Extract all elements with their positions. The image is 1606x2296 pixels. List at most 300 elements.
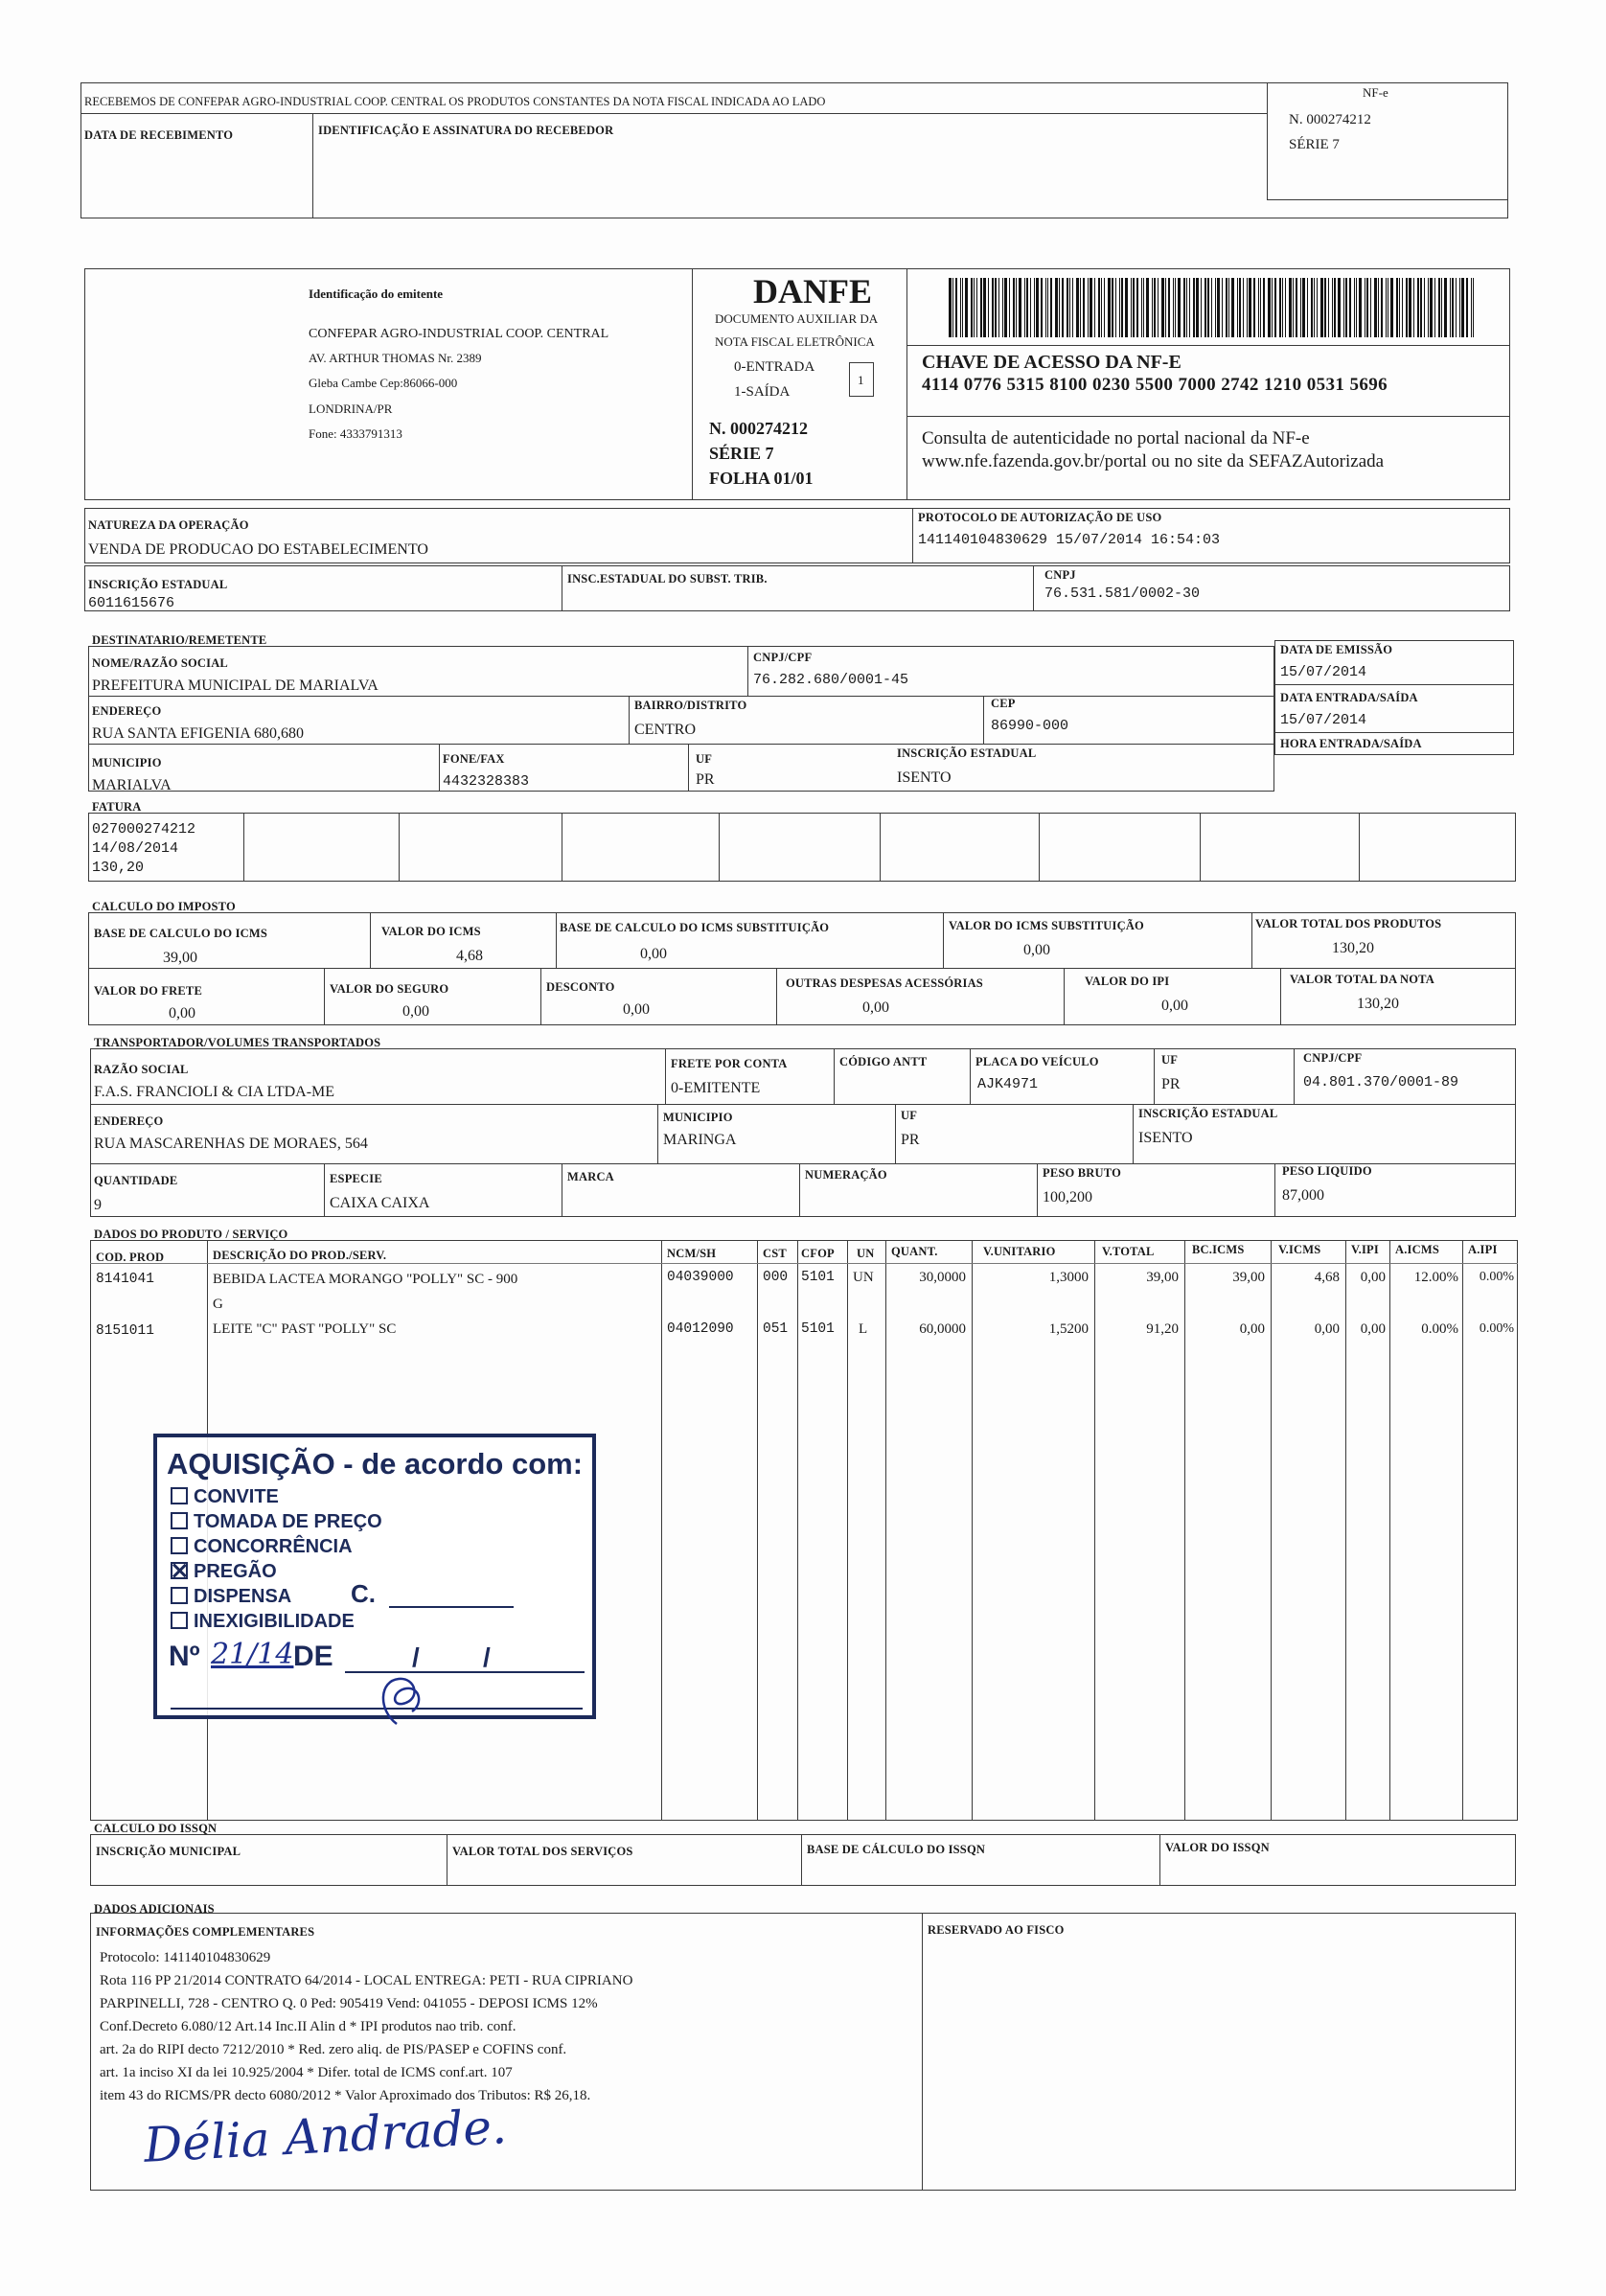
issqn-vs-label: VALOR TOTAL DOS SERVIÇOS bbox=[452, 1845, 633, 1858]
barcode-bar bbox=[952, 278, 953, 337]
stamp-title: AQUISIÇÃO - de acordo com: bbox=[167, 1447, 584, 1481]
prod-h-desc: DESCRIÇÃO DO PROD./SERV. bbox=[213, 1249, 387, 1262]
barcode-bar bbox=[1444, 278, 1447, 337]
barcode-bar bbox=[1152, 278, 1153, 337]
chave-value: 4114 0776 5315 8100 0230 5500 7000 2742 1210 0531 5696 bbox=[922, 375, 1388, 395]
barcode-bar bbox=[1438, 278, 1440, 337]
stamp-option-concorrencia: CONCORRÊNCIA bbox=[171, 1537, 353, 1556]
barcode-bar bbox=[1201, 278, 1202, 337]
transp-bruto: 100,200 bbox=[1043, 1189, 1092, 1205]
table-row-1-bcicms: 39,00 bbox=[1232, 1270, 1265, 1285]
stamp-rubric-icon bbox=[358, 1671, 445, 1729]
canhoto-recebemos: RECEBEMOS DE CONFEPAR AGRO-INDUSTRIAL COOP. CENTRAL OS PRODUTOS CONSTANTES DA NOTA FISCAL INDICADA AO LADO bbox=[84, 95, 826, 108]
barcode-bar bbox=[1059, 278, 1060, 337]
barcode-bar bbox=[1104, 278, 1105, 337]
transp-placa-label: PLACA DO VEÍCULO bbox=[975, 1055, 1099, 1068]
imposto-section: CALCULO DO IMPOSTO bbox=[92, 900, 236, 913]
stamp-checkbox-pregao-checked bbox=[171, 1562, 188, 1579]
barcode-bar bbox=[1452, 278, 1454, 337]
barcode-bar bbox=[1237, 278, 1238, 337]
produtos-section: DADOS DO PRODUTO / SERVIÇO bbox=[94, 1228, 288, 1241]
info-line-3: PARPINELLI, 728 - CENTRO Q. 0 Ped: 905419 Vend: 041055 - DEPOSI ICMS 12% bbox=[100, 1996, 598, 2011]
table-row-2-vtotal: 91,20 bbox=[1146, 1321, 1179, 1337]
barcode-bar bbox=[1349, 278, 1351, 337]
table-row-1-aipi: 0.00% bbox=[1479, 1270, 1514, 1284]
table-row-1-un: UN bbox=[853, 1270, 874, 1285]
dest-ie-label: INSCRIÇÃO ESTADUAL bbox=[897, 746, 1037, 760]
transp-liquido: 87,000 bbox=[1282, 1187, 1324, 1204]
danfe-numero: N. 000274212 bbox=[709, 419, 808, 438]
chave-consulta1: Consulta de autenticidade no portal nacional da NF-e bbox=[922, 428, 1310, 448]
stamp-checkbox-tomada bbox=[171, 1512, 188, 1529]
desconto: 0,00 bbox=[623, 1001, 650, 1018]
barcode-bar bbox=[1466, 278, 1468, 337]
dest-ie: ISENTO bbox=[897, 769, 952, 786]
barcode-bar bbox=[1013, 278, 1015, 337]
v-nota-label: VALOR TOTAL DA NOTA bbox=[1290, 973, 1434, 986]
barcode-bar bbox=[1317, 278, 1318, 337]
prod-h-vicms: V.ICMS bbox=[1278, 1243, 1321, 1256]
info-line-5: art. 2a do RIPI decto 7212/2010 * Red. zero aliq. de PIS/PASEP e COFINS conf. bbox=[100, 2042, 567, 2057]
barcode-bar bbox=[1189, 278, 1190, 337]
barcode-bar bbox=[1356, 278, 1357, 337]
identificacao-recebedor-label: IDENTIFICAÇÃO E ASSINATURA DO RECEBEDOR bbox=[318, 124, 614, 137]
barcode-bar bbox=[1268, 278, 1271, 337]
barcode-bar bbox=[1090, 278, 1092, 337]
info-label: INFORMAÇÕES COMPLEMENTARES bbox=[96, 1925, 315, 1939]
barcode-bar bbox=[1296, 278, 1297, 337]
dest-municipio-label: MUNICIPIO bbox=[92, 756, 162, 769]
danfe-title: DANFE bbox=[753, 272, 872, 310]
barcode-bar bbox=[1108, 278, 1111, 337]
cnpj-value: 76.531.581/0002-30 bbox=[1044, 585, 1201, 602]
barcode-bar bbox=[949, 278, 952, 337]
prod-h-aipi: A.IPI bbox=[1468, 1243, 1498, 1256]
table-row-2-vicms: 0,00 bbox=[1314, 1321, 1340, 1337]
dest-municipio: MARIALVA bbox=[92, 777, 172, 793]
barcode-bar bbox=[1285, 278, 1286, 337]
table-row-2-quant: 60,0000 bbox=[919, 1321, 966, 1337]
barcode-bar bbox=[1413, 278, 1414, 337]
ie-label: INSCRIÇÃO ESTADUAL bbox=[88, 578, 228, 591]
transp-especie: CAIXA CAIXA bbox=[330, 1195, 430, 1211]
info-line-4: Conf.Decreto 6.080/12 Art.14 Inc.II Alin d * IPI produtos nao trib. conf. bbox=[100, 2019, 516, 2034]
barcode-bar bbox=[1249, 278, 1251, 337]
stamp-checkbox-dispensa bbox=[171, 1587, 188, 1604]
danfe-sub2: NOTA FISCAL ELETRÔNICA bbox=[715, 334, 875, 349]
barcode-bar bbox=[1354, 278, 1355, 337]
danfe-sub1: DOCUMENTO AUXILIAR DA bbox=[715, 311, 879, 326]
v-prod-label: VALOR TOTAL DOS PRODUTOS bbox=[1255, 917, 1442, 930]
outras-label: OUTRAS DESPESAS ACESSÓRIAS bbox=[786, 976, 983, 990]
barcode-bar bbox=[1196, 278, 1199, 337]
dest-uf-label: UF bbox=[696, 752, 713, 766]
table-row-1-ncm: 04039000 bbox=[667, 1270, 734, 1285]
barcode-bar bbox=[960, 278, 961, 337]
table-row-2-vunit: 1,5200 bbox=[1048, 1321, 1089, 1337]
stamp-numero: 21/14 bbox=[211, 1638, 294, 1671]
barcode-bar bbox=[1047, 278, 1048, 337]
barcode-bar bbox=[1178, 278, 1181, 337]
stamp-option-tomada: TOMADA DE PREÇO bbox=[171, 1512, 382, 1531]
emitente-fone: Fone: 4333791313 bbox=[309, 426, 402, 441]
barcode-bar bbox=[1345, 278, 1347, 337]
table-row-1-cst: 000 bbox=[763, 1270, 789, 1285]
barcode-bar bbox=[1343, 278, 1344, 337]
table-row-1-desc: BEBIDA LACTEA MORANGO "POLLY" SC - 900 bbox=[213, 1272, 518, 1287]
danfe-serie: SÉRIE 7 bbox=[709, 444, 774, 463]
barcode-bar bbox=[1461, 278, 1464, 337]
dest-cep: 86990-000 bbox=[991, 718, 1069, 734]
bc-icms: 39,00 bbox=[163, 950, 197, 966]
barcode-bar bbox=[1402, 278, 1403, 337]
dest-endereco: RUA SANTA EFIGENIA 680,680 bbox=[92, 725, 304, 742]
dest-hora-label: HORA ENTRADA/SAÍDA bbox=[1280, 737, 1422, 750]
stamp-c-label: C. bbox=[351, 1579, 376, 1608]
v-st-label: VALOR DO ICMS SUBSTITUIÇÃO bbox=[949, 919, 1144, 932]
barcode-bar bbox=[1024, 278, 1025, 337]
barcode-bar bbox=[1247, 278, 1248, 337]
barcode-bar bbox=[1115, 278, 1116, 337]
barcode-bar bbox=[1158, 278, 1159, 337]
table-row-1-quant: 30,0000 bbox=[919, 1270, 966, 1285]
barcode-bar bbox=[1016, 278, 1017, 337]
barcode-bar bbox=[988, 278, 989, 337]
barcode-bar bbox=[965, 278, 968, 337]
barcode-bar bbox=[1282, 278, 1283, 337]
barcode-bar bbox=[1161, 278, 1164, 337]
barcode-bar bbox=[1332, 278, 1333, 337]
emitente-cidade: LONDRINA/PR bbox=[309, 402, 393, 416]
barcode-bar bbox=[1175, 278, 1176, 337]
transp-liquido-label: PESO LIQUIDO bbox=[1282, 1164, 1372, 1178]
barcode-bar bbox=[1359, 278, 1362, 337]
emitente-endereco: AV. ARTHUR THOMAS Nr. 2389 bbox=[309, 351, 482, 365]
table-row-1-cfop: 5101 bbox=[801, 1270, 835, 1285]
protocolo-label: PROTOCOLO DE AUTORIZAÇÃO DE USO bbox=[918, 511, 1162, 524]
destinatario-box bbox=[88, 646, 1274, 792]
transp-qtd: 9 bbox=[94, 1197, 102, 1213]
danfe-saida: 1-SAÍDA bbox=[734, 384, 791, 400]
barcode-bar bbox=[1119, 278, 1120, 337]
barcode-bar bbox=[1424, 278, 1425, 337]
transp-ie: ISENTO bbox=[1138, 1130, 1193, 1146]
ipi: 0,00 bbox=[1161, 998, 1188, 1014]
stamp-option-convite: CONVITE bbox=[171, 1487, 279, 1506]
barcode-bar bbox=[1131, 278, 1132, 337]
dest-emissao-label: DATA DE EMISSÃO bbox=[1280, 643, 1393, 656]
canhoto-serie: SÉRIE 7 bbox=[1289, 137, 1340, 152]
barcode-bar bbox=[1263, 278, 1265, 337]
barcode-bar bbox=[1112, 278, 1113, 337]
v-icms-label: VALOR DO ICMS bbox=[381, 925, 481, 938]
table-row-2-cst: 051 bbox=[763, 1321, 789, 1337]
barcode-bar bbox=[1293, 278, 1294, 337]
protocolo-value: 141140104830629 15/07/2014 16:54:03 bbox=[918, 532, 1221, 548]
barcode-bar bbox=[1459, 278, 1460, 337]
barcode-bar bbox=[1088, 278, 1089, 337]
barcode-bar bbox=[1146, 278, 1149, 337]
iest-label: INSC.ESTADUAL DO SUBST. TRIB. bbox=[567, 572, 768, 585]
table-row-2-cfop: 5101 bbox=[801, 1321, 835, 1337]
barcode-bar bbox=[1473, 278, 1474, 337]
v-st: 0,00 bbox=[1023, 942, 1050, 958]
barcode-bar bbox=[1396, 278, 1398, 337]
stamp-checkbox-inexigibilidade bbox=[171, 1612, 188, 1629]
prod-h-bcicms: BC.ICMS bbox=[1192, 1243, 1245, 1256]
frete: 0,00 bbox=[169, 1005, 195, 1022]
natureza-label: NATUREZA DA OPERAÇÃO bbox=[88, 518, 249, 532]
info-line-2: Rota 116 PP 21/2014 CONTRATO 64/2014 - LOCAL ENTREGA: PETI - RUA CIPRIANO bbox=[100, 1973, 633, 1988]
seguro-label: VALOR DO SEGURO bbox=[330, 982, 449, 996]
fatura-box bbox=[88, 813, 1516, 882]
transp-razao-label: RAZÃO SOCIAL bbox=[94, 1063, 189, 1076]
chave-consulta2: www.nfe.fazenda.gov.br/portal ou no site da SEFAZAutorizada bbox=[922, 451, 1385, 471]
prod-h-aicms: A.ICMS bbox=[1395, 1243, 1439, 1256]
barcode-bar bbox=[1215, 278, 1216, 337]
barcode-bar bbox=[1030, 278, 1031, 337]
barcode-bar bbox=[1338, 278, 1341, 337]
transp-especie-label: ESPECIE bbox=[330, 1172, 382, 1185]
barcode-bar bbox=[1165, 278, 1166, 337]
barcode-bar bbox=[1228, 278, 1229, 337]
table-row-1-vicms: 4,68 bbox=[1314, 1270, 1340, 1285]
barcode-bar bbox=[1324, 278, 1326, 337]
inscricao-box bbox=[84, 565, 1510, 611]
prod-h-vipi: V.IPI bbox=[1351, 1243, 1379, 1256]
barcode-bar bbox=[1381, 278, 1383, 337]
chave-label: CHAVE DE ACESSO DA NF-E bbox=[922, 352, 1182, 373]
barcode-bar bbox=[1034, 278, 1035, 337]
transporte-section: TRANSPORTADOR/VOLUMES TRANSPORTADOS bbox=[94, 1036, 381, 1049]
barcode-bar bbox=[1050, 278, 1052, 337]
dest-nome-label: NOME/RAZÃO SOCIAL bbox=[92, 656, 228, 670]
fatura-label: FATURA bbox=[92, 800, 142, 814]
barcode-bar bbox=[1456, 278, 1457, 337]
issqn-section: CALCULO DO ISSQN bbox=[94, 1822, 218, 1835]
prod-h-un: UN bbox=[857, 1247, 875, 1260]
adicionais-section: DADOS ADICIONAIS bbox=[94, 1902, 215, 1916]
transp-cnpj-label: CNPJ/CPF bbox=[1303, 1051, 1363, 1065]
barcode-bar bbox=[1121, 278, 1123, 337]
issqn-im-label: INSCRIÇÃO MUNICIPAL bbox=[96, 1845, 241, 1858]
canhoto-numero: N. 000274212 bbox=[1289, 112, 1371, 127]
table-row-2-aicms: 0.00% bbox=[1421, 1321, 1458, 1337]
barcode-bar bbox=[1409, 278, 1411, 337]
dest-fone-label: FONE/FAX bbox=[443, 752, 505, 766]
table-row-2-desc: LEITE "C" PAST "POLLY" SC bbox=[213, 1321, 397, 1337]
table-row-1-cod: 8141041 bbox=[96, 1272, 154, 1287]
barcode-bar bbox=[1274, 278, 1276, 337]
stamp-slash-2: / bbox=[483, 1642, 491, 1672]
barcode-bar bbox=[1272, 278, 1273, 337]
transp-uf: PR bbox=[1161, 1076, 1181, 1092]
bc-st: 0,00 bbox=[640, 946, 667, 962]
destinatario-section: DESTINATARIO/REMETENTE bbox=[92, 633, 267, 647]
barcode-bar bbox=[1328, 278, 1329, 337]
barcode-bar bbox=[1374, 278, 1377, 337]
barcode-bar bbox=[1211, 278, 1212, 337]
barcode-bar bbox=[1026, 278, 1028, 337]
fatura-line2: 14/08/2014 bbox=[92, 840, 179, 857]
bc-st-label: BASE DE CALCULO DO ICMS SUBSTITUIÇÃO bbox=[560, 921, 830, 934]
transp-uf-label: UF bbox=[1161, 1053, 1179, 1067]
barcode-bar bbox=[1125, 278, 1128, 337]
barcode-bar bbox=[1302, 278, 1305, 337]
barcode-bar bbox=[1183, 278, 1185, 337]
table-row-2-cod: 8151011 bbox=[96, 1323, 154, 1339]
transp-placa: AJK4971 bbox=[977, 1076, 1039, 1092]
barcode-bar bbox=[1450, 278, 1451, 337]
barcode-bar bbox=[1072, 278, 1073, 337]
stamp-de-label: DE bbox=[293, 1641, 333, 1672]
emitente-label: Identificação do emitente bbox=[309, 287, 444, 301]
barcode-bar bbox=[1253, 278, 1255, 337]
barcode-bar bbox=[1168, 278, 1170, 337]
dest-entrada: 15/07/2014 bbox=[1280, 712, 1367, 728]
dest-cep-label: CEP bbox=[991, 697, 1016, 710]
dest-nome: PREFEITURA MUNICIPAL DE MARIALVA bbox=[92, 677, 379, 694]
issqn-bc-label: BASE DE CÁLCULO DO ISSQN bbox=[807, 1843, 986, 1856]
barcode-bar bbox=[1036, 278, 1039, 337]
barcode-bar bbox=[1231, 278, 1234, 337]
barcode-bar bbox=[1471, 278, 1472, 337]
transp-frete: 0-EMITENTE bbox=[671, 1080, 761, 1096]
data-recebimento-label: DATA DE RECEBIMENTO bbox=[84, 128, 234, 142]
transp-endereco-label: ENDEREÇO bbox=[94, 1114, 164, 1128]
dest-uf: PR bbox=[696, 771, 715, 788]
issqn-v-label: VALOR DO ISSQN bbox=[1165, 1841, 1270, 1854]
natureza-value: VENDA DE PRODUCAO DO ESTABELECIMENTO bbox=[88, 541, 428, 558]
v-nota: 130,20 bbox=[1357, 996, 1399, 1012]
table-row-2-bcicms: 0,00 bbox=[1239, 1321, 1265, 1337]
stamp-option-pregao: PREGÃO bbox=[171, 1562, 277, 1581]
barcode-bar bbox=[976, 278, 977, 337]
fatura-line3: 130,20 bbox=[92, 860, 145, 876]
barcode-bar bbox=[1002, 278, 1003, 337]
barcode-bar bbox=[955, 278, 957, 337]
prod-h-quant: QUANT. bbox=[891, 1245, 938, 1258]
emitente-bairro: Gleba Cambe Cep:86066-000 bbox=[309, 376, 458, 390]
transp-razao: F.A.S. FRANCIOLI & CIA LTDA-ME bbox=[94, 1084, 335, 1100]
info-line-7: item 43 do RICMS/PR decto 6080/2012 * Valor Aproximado dos Tributos: R$ 26,18. bbox=[100, 2088, 591, 2103]
barcode-bar bbox=[1069, 278, 1070, 337]
barcode-bar bbox=[1406, 278, 1408, 337]
barcode-bar bbox=[1320, 278, 1323, 337]
danfe-folha: FOLHA 01/01 bbox=[709, 469, 814, 488]
barcode-bar bbox=[1143, 278, 1144, 337]
prod-h-ncm: NCM/SH bbox=[667, 1247, 717, 1260]
barcode-bar bbox=[1399, 278, 1400, 337]
barcode-bar bbox=[1055, 278, 1058, 337]
barcode-bar bbox=[1334, 278, 1336, 337]
barcode-bar bbox=[1207, 278, 1209, 337]
barcode-bar bbox=[992, 278, 994, 337]
barcode-bar bbox=[1378, 278, 1379, 337]
barcode-bar bbox=[1141, 278, 1142, 337]
prod-h-vtotal: V.TOTAL bbox=[1102, 1245, 1155, 1258]
seguro: 0,00 bbox=[402, 1003, 429, 1020]
barcode-bar bbox=[1307, 278, 1308, 337]
dest-bairro: CENTRO bbox=[634, 722, 696, 738]
stamp-numero-label: Nº bbox=[169, 1641, 200, 1672]
barcode-bar bbox=[1370, 278, 1371, 337]
table-row-2-aipi: 0.00% bbox=[1479, 1321, 1514, 1336]
transp-cnpj: 04.801.370/0001-89 bbox=[1303, 1074, 1459, 1091]
barcode-bar bbox=[995, 278, 997, 337]
info-line-6: art. 1a inciso XI da lei 10.925/2004 * Difer. total de ICMS conf.art. 107 bbox=[100, 2065, 513, 2080]
barcode-bar bbox=[1386, 278, 1387, 337]
transp-frete-label: FRETE POR CONTA bbox=[671, 1057, 788, 1070]
barcode-bar bbox=[1311, 278, 1313, 337]
barcode-bar bbox=[1260, 278, 1261, 337]
stamp-option-dispensa: DISPENSA bbox=[171, 1587, 291, 1606]
barcode-bar bbox=[1300, 278, 1301, 337]
table-row-2-ncm: 04012090 bbox=[667, 1321, 734, 1337]
transp-municipio-label: MUNICIPIO bbox=[663, 1111, 733, 1124]
barcode-bar bbox=[1067, 278, 1068, 337]
transp-marca-label: MARCA bbox=[567, 1170, 614, 1183]
barcode-bar bbox=[1222, 278, 1223, 337]
prod-h-cst: CST bbox=[763, 1247, 787, 1260]
table-row-1-desc2: G bbox=[213, 1297, 223, 1312]
barcode-bar bbox=[971, 278, 973, 337]
transp-ie-label: INSCRIÇÃO ESTADUAL bbox=[1138, 1107, 1278, 1120]
barcode-bar bbox=[1217, 278, 1220, 337]
chave-barcode bbox=[949, 278, 1485, 337]
dest-emissao: 15/07/2014 bbox=[1280, 664, 1367, 680]
barcode-bar bbox=[962, 278, 963, 337]
ie-value: 6011615676 bbox=[88, 595, 175, 611]
transp-qtd-label: QUANTIDADE bbox=[94, 1174, 178, 1187]
cnpj-label: CNPJ bbox=[1044, 568, 1076, 582]
prod-h-cfop: CFOP bbox=[801, 1247, 835, 1260]
stamp-option-inexigibilidade: INEXIGIBILIDADE bbox=[171, 1612, 355, 1631]
barcode-bar bbox=[980, 278, 982, 337]
stamp-checkbox-concorrencia bbox=[171, 1537, 188, 1554]
barcode-bar bbox=[1004, 278, 1007, 337]
transp-uf2: PR bbox=[901, 1132, 920, 1148]
ipi-label: VALOR DO IPI bbox=[1085, 975, 1170, 988]
dest-endereco-label: ENDEREÇO bbox=[92, 704, 162, 718]
barcode-bar bbox=[1173, 278, 1174, 337]
barcode-bar bbox=[1094, 278, 1095, 337]
barcode-bar bbox=[1133, 278, 1135, 337]
barcode-bar bbox=[1420, 278, 1422, 337]
barcode-bar bbox=[1258, 278, 1259, 337]
transp-bruto-label: PESO BRUTO bbox=[1043, 1166, 1121, 1180]
barcode-bar bbox=[1154, 278, 1156, 337]
emitente-nome: CONFEPAR AGRO-INDUSTRIAL COOP. CENTRAL bbox=[309, 327, 609, 341]
barcode-bar bbox=[1098, 278, 1100, 337]
desconto-label: DESCONTO bbox=[546, 980, 615, 994]
dest-entrada-label: DATA ENTRADA/SAÍDA bbox=[1280, 691, 1418, 704]
barcode-bar bbox=[983, 278, 986, 337]
issqn-box bbox=[90, 1834, 1516, 1886]
dest-bairro-label: BAIRRO/DISTRITO bbox=[634, 699, 747, 712]
barcode-bar bbox=[1045, 278, 1046, 337]
transp-endereco: RUA MASCARENHAS DE MORAES, 564 bbox=[94, 1136, 368, 1152]
barcode-bar bbox=[1441, 278, 1442, 337]
danfe-tipo: 1 bbox=[858, 373, 864, 387]
prod-h-vunit: V.UNITARIO bbox=[983, 1245, 1056, 1258]
barcode-bar bbox=[1243, 278, 1244, 337]
barcode-bar bbox=[1417, 278, 1419, 337]
table-row-2-un: L bbox=[859, 1321, 868, 1337]
barcode-bar bbox=[974, 278, 975, 337]
barcode-bar bbox=[1289, 278, 1292, 337]
assinatura: Délia Andrade. bbox=[142, 2099, 509, 2173]
